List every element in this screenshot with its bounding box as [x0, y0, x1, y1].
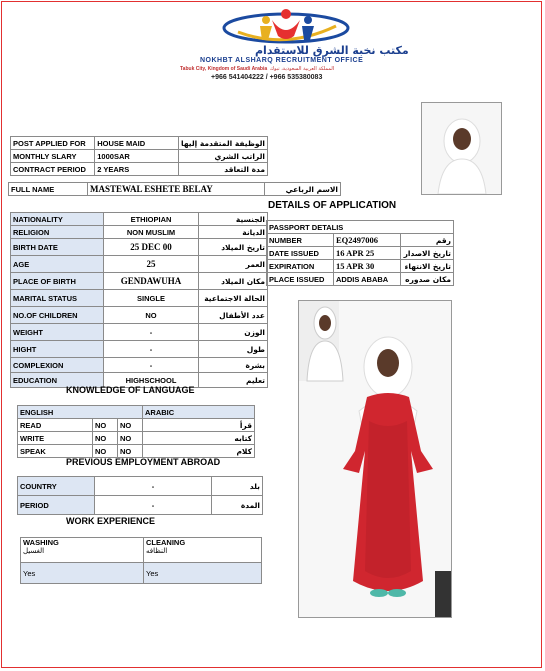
- personal-details-table: [10, 212, 268, 388]
- nationality-label: NATIONALITY: [11, 213, 104, 226]
- country-label: COUNTRY: [18, 477, 95, 496]
- write-arabic-value: NO: [118, 432, 143, 445]
- height-label: HIGHT: [11, 341, 104, 358]
- speak-label-ar: كلام: [143, 445, 255, 458]
- employment-table: [17, 476, 263, 515]
- full-name-table: [8, 182, 341, 196]
- marital-status-label-ar: الحالة الاجتماعية: [199, 290, 268, 307]
- speak-english-value: NO: [93, 445, 118, 458]
- religion-label: RELIGION: [11, 226, 104, 239]
- write-label: WRITE: [18, 432, 93, 445]
- language-table: [17, 405, 255, 458]
- read-label: READ: [18, 419, 93, 432]
- marital-status-value: SINGLE: [104, 290, 199, 307]
- passport-place-value: ADDIS ABABA: [334, 273, 401, 286]
- height-value: -: [104, 341, 199, 358]
- birth-date-value: 25 DEC 00: [104, 239, 199, 256]
- age-label-ar: العمر: [199, 256, 268, 273]
- full-name-label-ar: الاسم الرباعي: [265, 183, 341, 196]
- post-label: POST APPLIED FOR: [11, 137, 95, 150]
- passport-issued-label: DATE ISSUED: [267, 247, 334, 260]
- passport-number-label-ar: رقم: [401, 234, 454, 247]
- org-location-arabic: المملكة العربية السعودية، تبوك: [270, 66, 335, 72]
- passport-issued-value: 16 APR 25: [334, 247, 401, 260]
- full-name-value: MASTEWAL ESHETE BELAY: [88, 183, 265, 196]
- nationality-label-ar: الجنسية: [199, 213, 268, 226]
- read-arabic-value: NO: [118, 419, 143, 432]
- place-of-birth-label-ar: مكان الميلاد: [199, 273, 268, 290]
- washing-value: Yes: [21, 563, 144, 584]
- passport-issued-label-ar: تاريخ الاصدار: [401, 247, 454, 260]
- weight-label-ar: الوزن: [199, 324, 268, 341]
- cleaning-label: CLEANING: [146, 538, 186, 547]
- language-title: KNOWLEDGE OF LANGUAGE: [66, 385, 195, 395]
- weight-label: WEIGHT: [11, 324, 104, 341]
- cleaning-value: Yes: [144, 563, 262, 584]
- full-name-label: FULL NAME: [9, 183, 88, 196]
- children-label-ar: عدد الأطفال: [199, 307, 268, 324]
- children-value: NO: [104, 307, 199, 324]
- washing-label-ar: الغسيل: [23, 547, 45, 555]
- country-value: -: [95, 477, 212, 496]
- job-info-table: [10, 136, 268, 176]
- read-english-value: NO: [93, 419, 118, 432]
- marital-status-label: MARITAL STATUS: [11, 290, 104, 307]
- passport-expiration-label-ar: تاريخ الانتهاء: [401, 260, 454, 273]
- place-of-birth-value: GENDAWUHA: [104, 273, 199, 290]
- birth-date-label-ar: تاريخ الميلاد: [199, 239, 268, 256]
- passport-place-label-ar: مكان صدوره: [401, 273, 454, 286]
- complexion-label: COMPLEXION: [11, 358, 104, 373]
- contract-value: 2 YEARS: [95, 163, 179, 176]
- education-label: EDUCATION: [11, 373, 104, 388]
- contract-label: CONTRACT PERIOD: [11, 163, 95, 176]
- period-label: PERIOD: [18, 496, 95, 515]
- speak-label: SPEAK: [18, 445, 93, 458]
- read-label-ar: قرأ: [143, 419, 255, 432]
- washing-label: WASHING: [23, 538, 59, 547]
- contract-label-ar: مدة التعاقد: [179, 163, 268, 176]
- org-name-arabic: مكتب نخبة الشرق للاستقدام: [255, 44, 409, 57]
- education-value: HIGHSCHOOL: [104, 373, 199, 388]
- language-arabic-header: ARABIC: [143, 406, 255, 419]
- post-value: HOUSE MAID: [95, 137, 179, 150]
- period-label-ar: المدة: [212, 496, 263, 515]
- passport-place-label: PLACE ISSUED: [267, 273, 334, 286]
- passport-table: [266, 220, 454, 286]
- applicant-full-body-photo: [298, 300, 452, 618]
- org-phones: +966 541404222 / +966 535380083: [211, 74, 323, 81]
- washing-cell: [21, 538, 144, 563]
- complexion-value: -: [104, 358, 199, 373]
- cleaning-cell: [144, 538, 262, 563]
- age-label: AGE: [11, 256, 104, 273]
- work-experience-table: [20, 537, 262, 584]
- passport-title: PASSPORT DETALIS: [267, 221, 454, 234]
- period-value: -: [95, 496, 212, 515]
- passport-number-label: NUMBER: [267, 234, 334, 247]
- org-location: Tabuk City, Kingdom of Saudi Arabia: [180, 66, 268, 72]
- passport-expiration-label: EXPIRATION: [267, 260, 334, 273]
- details-title: DETAILS OF APPLICATION: [268, 200, 397, 211]
- height-label-ar: طول: [199, 341, 268, 358]
- place-of-birth-label: PLACE OF BIRTH: [11, 273, 104, 290]
- applicant-portrait-photo: [421, 102, 502, 195]
- religion-label-ar: الديانة: [199, 226, 268, 239]
- religion-value: NON MUSLIM: [104, 226, 199, 239]
- country-label-ar: بلد: [212, 477, 263, 496]
- language-english-header: ENGLISH: [18, 406, 143, 419]
- nationality-value: ETHIOPIAN: [104, 213, 199, 226]
- speak-arabic-value: NO: [118, 445, 143, 458]
- salary-label-ar: الراتب الشري: [179, 150, 268, 163]
- post-label-ar: الوظيفة المتقدمة إليها: [179, 137, 268, 150]
- weight-value: -: [104, 324, 199, 341]
- children-label: NO.OF CHILDREN: [11, 307, 104, 324]
- write-label-ar: كتابه: [143, 432, 255, 445]
- write-english-value: NO: [93, 432, 118, 445]
- salary-value: 1000SAR: [95, 150, 179, 163]
- complexion-label-ar: بشرة: [199, 358, 268, 373]
- salary-label: MONTHLY SLARY: [11, 150, 95, 163]
- employment-title: PREVIOUS EMPLOYMENT ABROAD: [66, 457, 221, 467]
- org-name-english: NOKHBT ALSHARQ RECRUITMENT OFFICE: [200, 57, 364, 64]
- age-value: 25: [104, 256, 199, 273]
- work-experience-title: WORK EXPERIENCE: [66, 516, 156, 526]
- passport-expiration-value: 15 APR 30: [334, 260, 401, 273]
- cleaning-label-ar: النظافه: [146, 547, 168, 555]
- birth-date-label: BIRTH DATE: [11, 239, 104, 256]
- education-label-ar: تعليم: [199, 373, 268, 388]
- passport-number-value: EQ2497006: [334, 234, 401, 247]
